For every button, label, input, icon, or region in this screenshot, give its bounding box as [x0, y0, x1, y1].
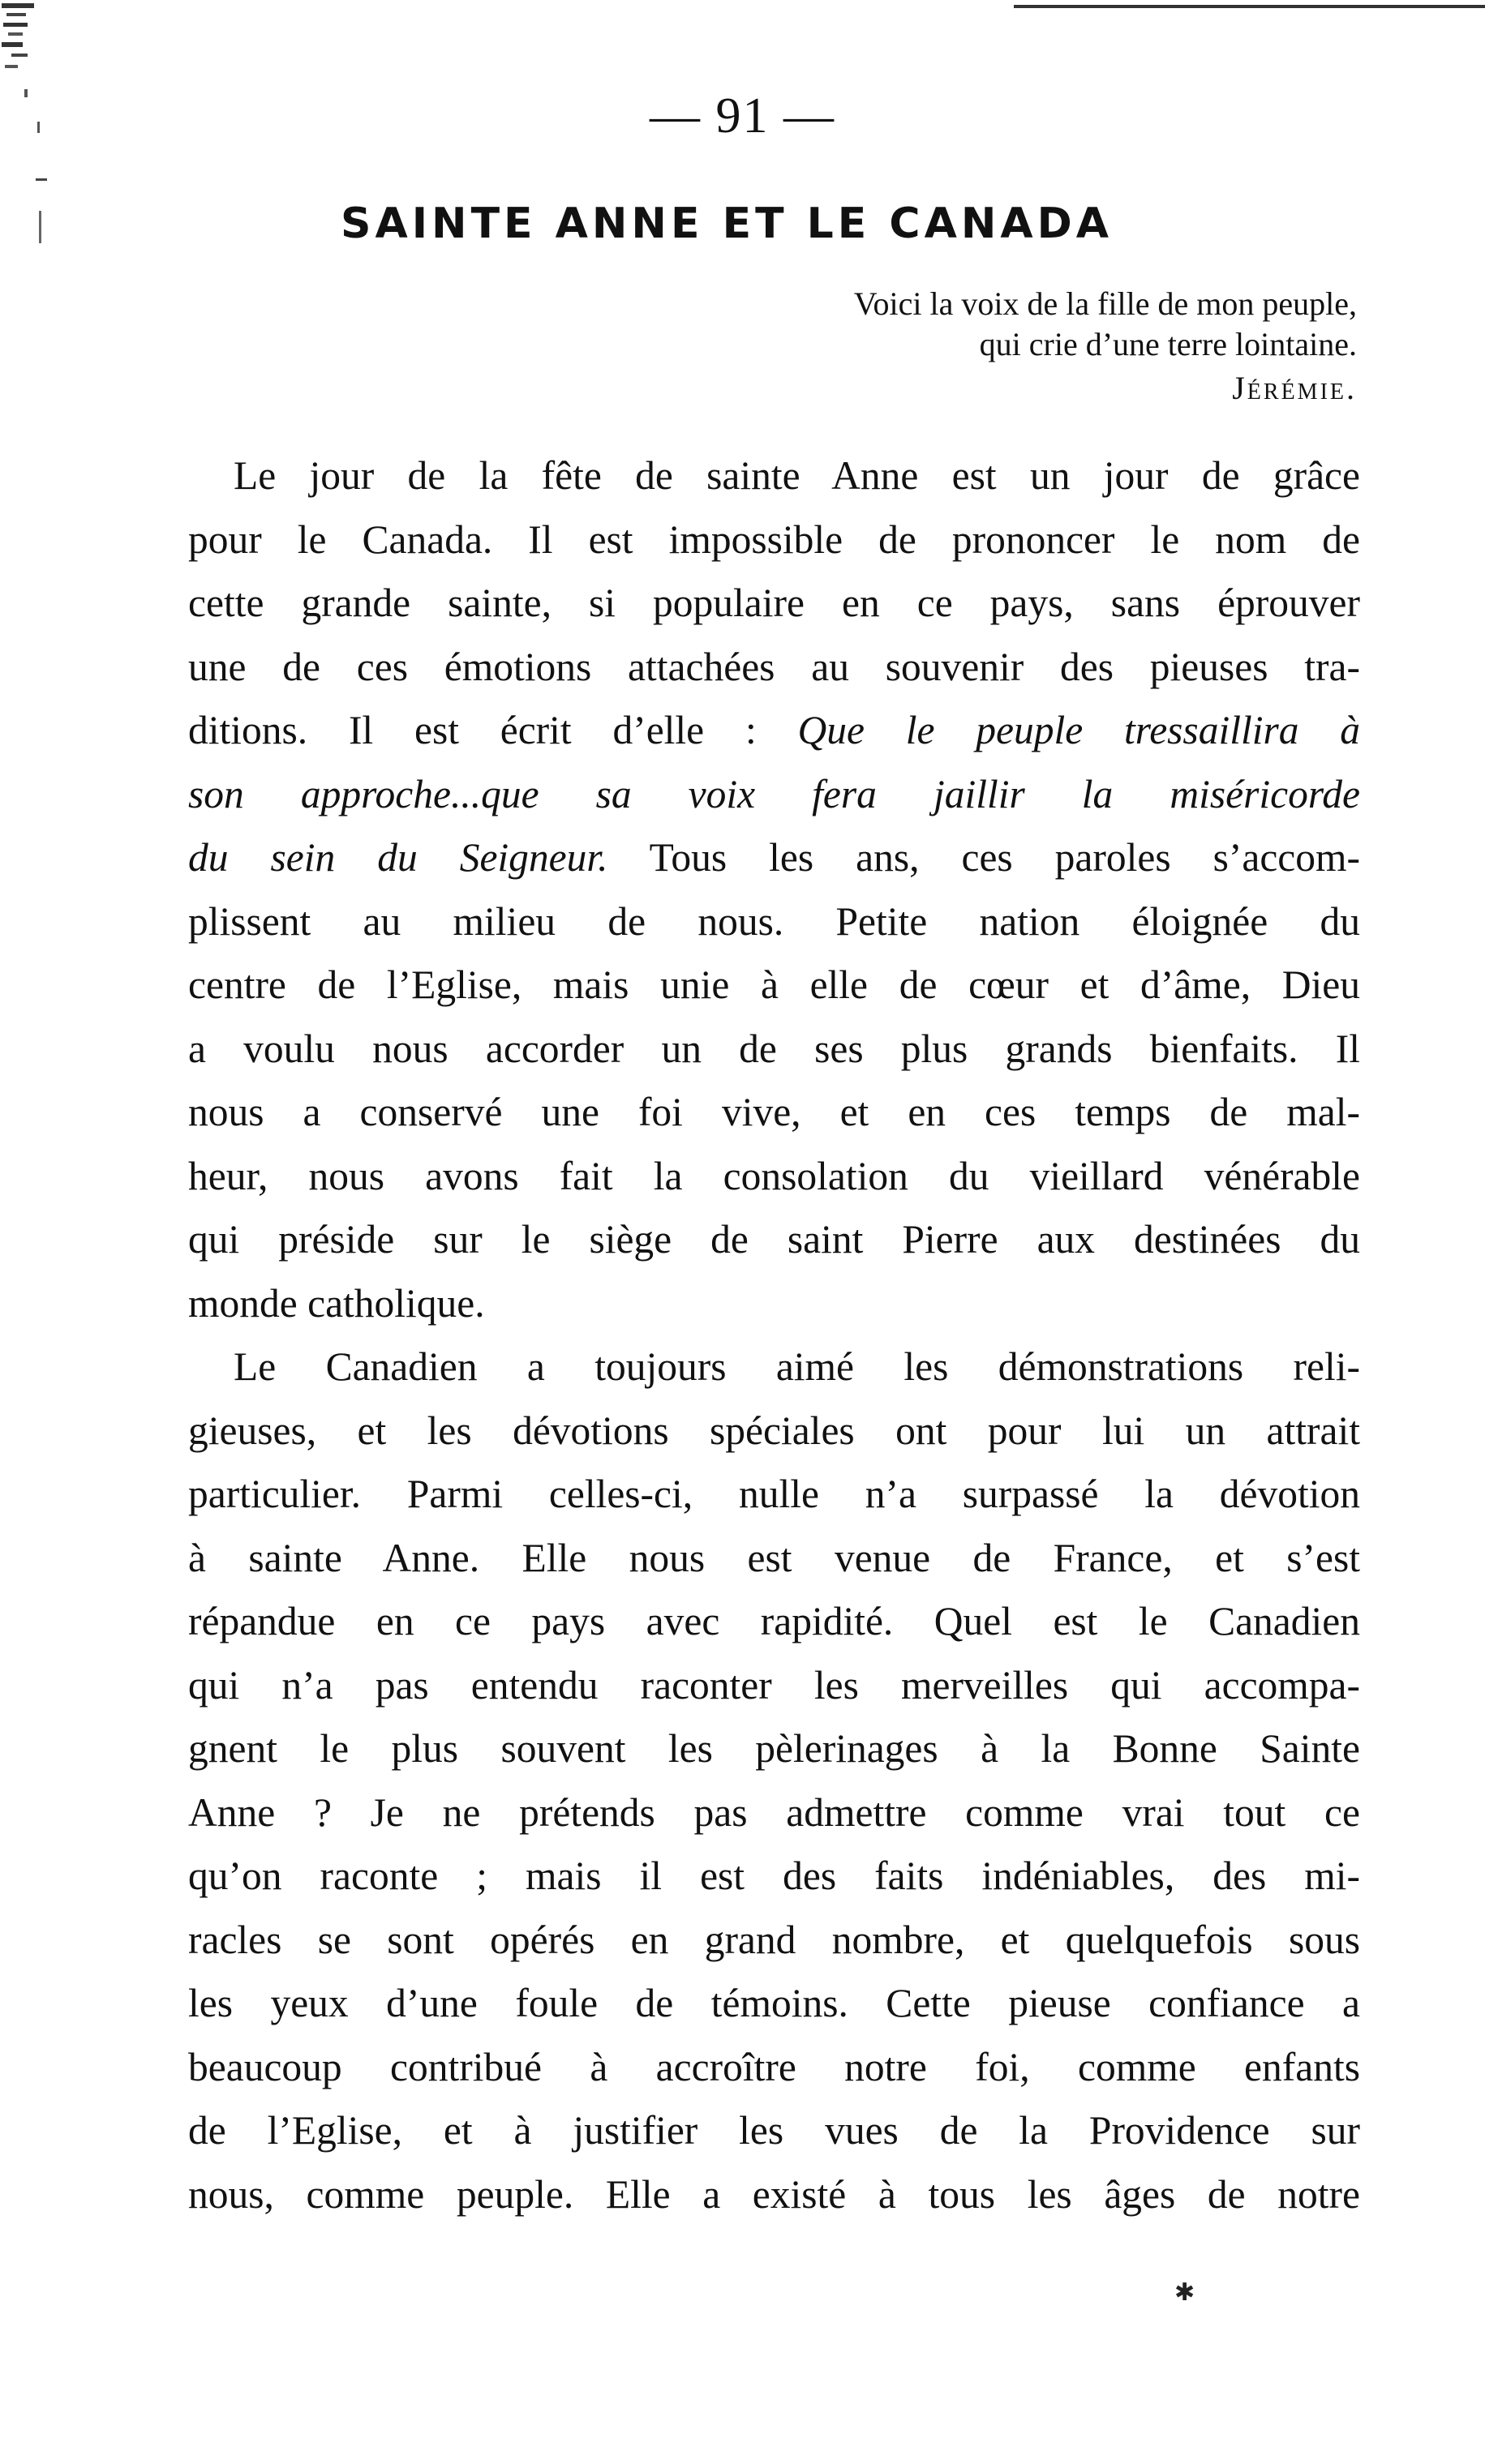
- text-line: [188, 699, 1360, 763]
- text-line: répandue en ce pays avec rapidité. Quel est le Canadien: [188, 1599, 1360, 1643]
- text-line: monde catholique.: [188, 1280, 485, 1326]
- text-line: de l’Eglise, et à justifier les vues de la Providence sur: [188, 2108, 1360, 2153]
- chapter-title: SAINTE ANNE ET LE CANADA: [341, 199, 1113, 248]
- text-line: pour le Canada. Il est impossible de prononcer le nom de: [188, 516, 1360, 562]
- text-line: heur, nous avons fait la consolation du vieillard vénérable: [188, 1153, 1360, 1198]
- text-line: a voulu nous accorder un de ses plus grands bienfaits. Il: [188, 1026, 1360, 1071]
- epigraph-author: Jérémie.: [1232, 370, 1357, 406]
- text-line: Anne ? Je ne prétends pas admettre comme vrai tout ce: [188, 1789, 1360, 1835]
- top-edge-rule: [1014, 5, 1485, 8]
- text-line: qu’on raconte ; mais il est des faits indéniables, des mi-: [188, 1853, 1360, 1898]
- text-line: qui préside sur le siège de saint Pierre aux destinées du: [188, 1217, 1360, 1262]
- epigraph-line: qui crie d’une terre lointaine.: [979, 326, 1357, 362]
- text-segment: ditions. Il est écrit d’elle :: [188, 708, 757, 752]
- text-line: gnent le plus souvent les pèlerinages à la Bonne Sainte: [188, 1726, 1360, 1771]
- page-number: — 91 —: [650, 88, 835, 144]
- body-text: [188, 444, 1360, 2226]
- quotation-italic: son approche...que sa voix fera jaillir la miséricorde: [188, 771, 1360, 816]
- text-line: les yeux d’une foule de témoins. Cette pieuse confiance a: [188, 1981, 1360, 2025]
- epigraph: [854, 284, 1357, 409]
- text-line: centre de l’Eglise, mais unie à elle de cœur et d’âme, Dieu: [188, 962, 1360, 1007]
- text-line: plissent au milieu de nous. Petite nation éloignée du: [188, 898, 1360, 944]
- text-line: [188, 826, 1360, 890]
- text-line: beaucoup contribué à accroître notre foi, comme enfants: [188, 2044, 1360, 2089]
- text-line: particulier. Parmi celles-ci, nulle n’a surpassé la dévotion: [188, 1472, 1360, 1516]
- text-line: cette grande sainte, si populaire en ce pays, sans éprouver: [188, 581, 1360, 625]
- text-line: Le Canadien a toujours aimé les démonstrations reli-: [234, 1344, 1360, 1389]
- text-line: Le jour de la fête de sainte Anne est un jour de grâce: [234, 453, 1360, 498]
- quotation-italic: Que le peuple tressaillira à: [797, 708, 1361, 752]
- text-line: une de ces émotions attachées au souvenir des pieuses tra-: [188, 644, 1360, 689]
- quotation-italic: du sein du Seigneur.: [188, 835, 608, 880]
- text-line: nous a conservé une foi vive, et en ces temps de mal-: [188, 1090, 1360, 1134]
- text-line: nous, comme peuple. Elle a existé à tous les âges de notre: [188, 2171, 1360, 2217]
- text-line: racles se sont opérés en grand nombre, et quelquefois sous: [188, 1917, 1360, 1962]
- text-line: qui n’a pas entendu raconter les merveilles qui accompa-: [188, 1662, 1360, 1708]
- epigraph-line: Voici la voix de la fille de mon peuple,: [853, 285, 1357, 322]
- text-line: à sainte Anne. Elle nous est venue de France, et s’est: [188, 1535, 1360, 1580]
- text-line: [188, 763, 1360, 827]
- printer-mark: ✱: [1174, 2278, 1195, 2307]
- text-segment: Tous les ans, ces paroles s’accom-: [649, 835, 1360, 880]
- text-line: gieuses, et les dévotions spéciales ont pour lui un attrait: [188, 1408, 1360, 1453]
